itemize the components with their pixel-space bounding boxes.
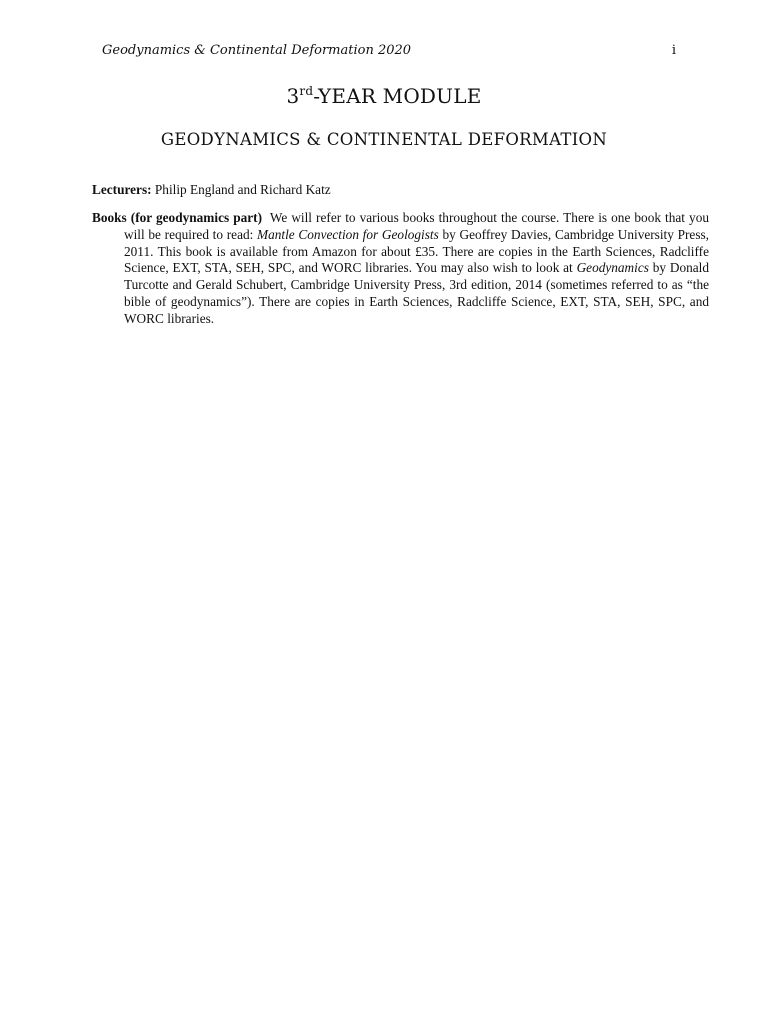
book-title-geodynamics: Geodynamics [576, 260, 649, 276]
running-title: Geodynamics & Continental Deformation 2020 [102, 43, 412, 58]
lecturers-label: Lecturers: [92, 182, 152, 197]
module-title [0, 84, 768, 108]
running-header [102, 43, 676, 58]
module-ordinal-number: 3 [286, 84, 300, 108]
books-text-3: by Donald Turcotte and Gerald Schubert, Cambridge University Press, 3rd edition, 2014 (sometimes referred to as “the bible of geodynamics”). There are copies in Earth Sciences, Radcliffe Science, EXT, STA, SEH, SPC, and WORC libraries. [124, 260, 709, 326]
books-text-2: by Geoffrey Davies, Cambridge University Press, 2011. This book is available from Amazon for about £35. There are copies in the Earth Sciences, Radcliffe Science, EXT, STA, SEH, SPC, and WORC libraries. You may also wish to look at [124, 226, 709, 276]
module-title-rest: -YEAR MODULE [313, 84, 482, 108]
course-title: GEODYNAMICS & CONTINENTAL DEFORMATION [160, 130, 608, 149]
books-text-1: We will refer to various books throughout the course. There is one book that you will be required to read: [124, 210, 709, 242]
page-number: i [671, 43, 676, 58]
books-label: Books (for geodynamics part) [92, 210, 262, 225]
books-paragraph [92, 210, 709, 328]
book-title-mantle-convection: Mantle Convection for Geologists [257, 226, 439, 242]
lecturers-names: Philip England and Richard Katz [154, 182, 331, 197]
module-ordinal-suffix: rd [299, 84, 314, 98]
lecturers-paragraph [92, 182, 677, 199]
